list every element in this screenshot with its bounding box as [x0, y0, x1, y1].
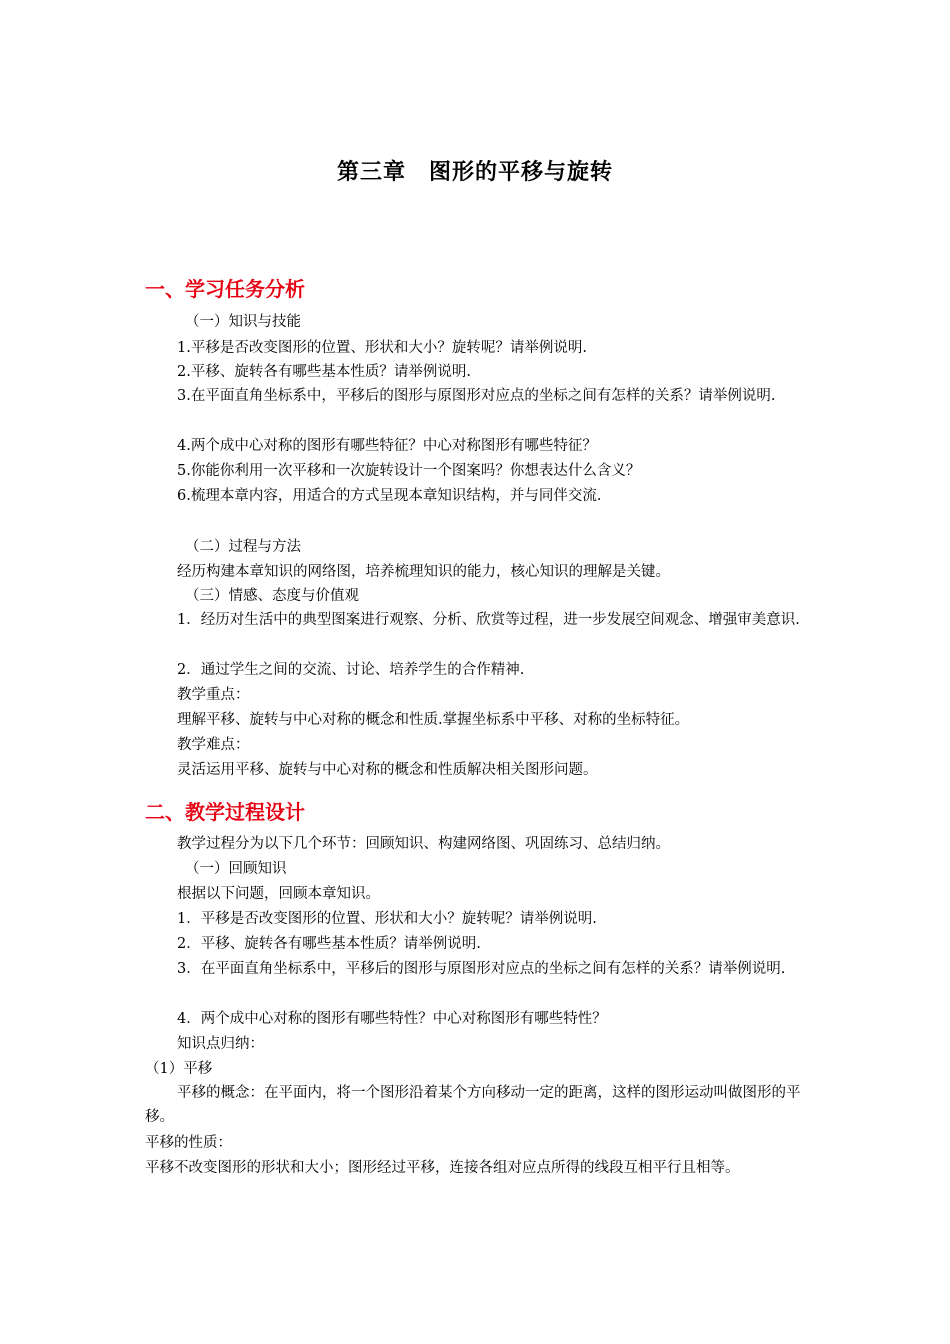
- paragraph: 根据以下问题，回顾本章知识。: [177, 886, 380, 902]
- page-title: 第三章 图形的平移与旋转: [336, 160, 613, 185]
- subheading-process-method: （二）过程与方法: [185, 539, 301, 555]
- subheading-attitude-values: （三）情感、态度与价值观: [185, 588, 359, 604]
- section-heading-learning-analysis: 一、学习任务分析: [145, 277, 305, 301]
- list-item: 1．平移是否改变图形的位置、形状和大小？旋转呢？请举例说明.: [177, 911, 597, 927]
- section-heading-teaching-process: 二、教学过程设计: [145, 800, 305, 824]
- label-teaching-difficulty: 教学难点：: [177, 737, 250, 753]
- paragraph: 平移不改变图形的形状和大小；图形经过平移，连接各组对应点所得的线段互相平行且相等。: [145, 1160, 740, 1176]
- list-item: 3．在平面直角坐标系中，平移后的图形与原图形对应点的坐标之间有怎样的关系？请举例说明.: [177, 961, 786, 977]
- list-item: 4.两个成中心对称的图形有哪些特征？中心对称图形有哪些特征？: [177, 438, 597, 454]
- paragraph: 灵活运用平移、旋转与中心对称的概念和性质解决相关图形问题。: [177, 762, 598, 778]
- list-item: 5.你能你利用一次平移和一次旋转设计一个图案吗？你想表达什么含义？: [177, 463, 641, 479]
- label-translation-property: 平移的性质：: [145, 1135, 232, 1151]
- label-knowledge-summary: 知识点归纳：: [177, 1036, 264, 1052]
- list-item: 1．经历对生活中的典型图案进行观察、分析、欣赏等过程，进一步发展空间观念、增强审美意识.: [177, 612, 800, 628]
- paragraph: 教学过程分为以下几个环节：回顾知识、构建网络图、巩固练习、总结归纳。: [177, 836, 670, 852]
- list-item: 2．平移、旋转各有哪些基本性质？请举例说明.: [177, 936, 481, 952]
- list-item: 1.平移是否改变图形的位置、形状和大小？旋转呢？请举例说明.: [177, 340, 587, 356]
- subheading-knowledge-skills: （一）知识与技能: [185, 314, 301, 330]
- subheading-review-knowledge: （一）回顾知识: [185, 861, 287, 877]
- list-item: 2.平移、旋转各有哪些基本性质？请举例说明.: [177, 364, 471, 380]
- list-item: 2．通过学生之间的交流、讨论、培养学生的合作精神.: [177, 662, 525, 678]
- paragraph: 理解平移、旋转与中心对称的概念和性质.掌握坐标系中平移、对称的坐标特征。: [177, 712, 690, 728]
- list-item: 3.在平面直角坐标系中，平移后的图形与原图形对应点的坐标之间有怎样的关系？请举例说明.: [177, 388, 776, 404]
- point-heading-translation: （1）平移: [145, 1061, 213, 1077]
- list-item: 6.梳理本章内容，用适合的方式呈现本章知识结构，并与同伴交流.: [177, 488, 602, 504]
- list-item: 4．两个成中心对称的图形有哪些特性？中心对称图形有哪些特性？: [177, 1011, 607, 1027]
- label-teaching-focus: 教学重点：: [177, 687, 250, 703]
- paragraph: 平移的概念：在平面内，将一个图形沿着某个方向移动一定的距离，这样的图形运动叫做图形的平移。: [145, 1085, 801, 1125]
- paragraph: 经历构建本章知识的网络图，培养梳理知识的能力，核心知识的理解是关键。: [177, 564, 670, 580]
